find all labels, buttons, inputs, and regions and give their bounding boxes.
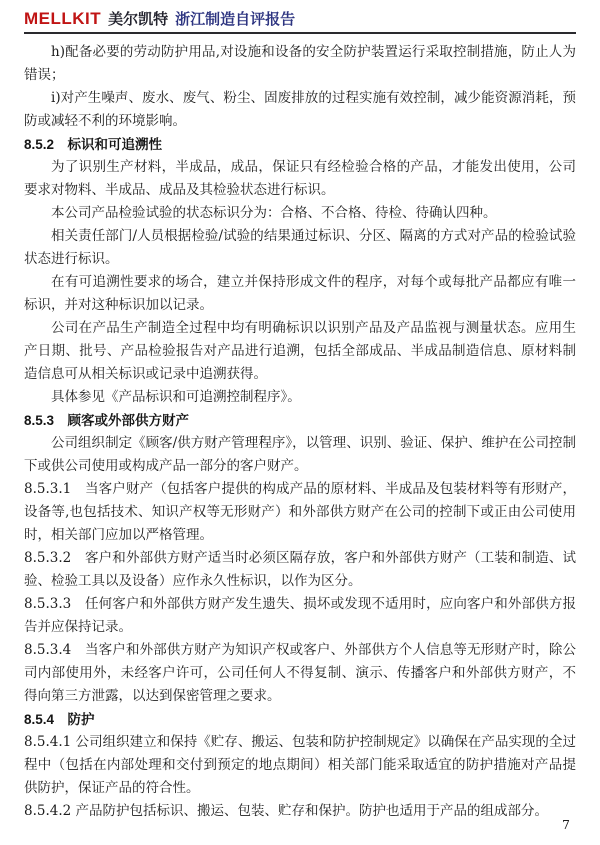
paragraph: 公司在产品生产制造全过程中均有明确标识以识别产品及产品监视与测量状态。应用生产日期、批号、产品检验报告对产品进行追溯，包括全部成品、半成品制造信息、原材料制造信息可从相关标识或记录中追溯获得。 — [24, 320, 576, 382]
header-title-company: 美尔凯特 — [108, 10, 169, 28]
section-heading-8-5-4: 8.5.4 防护 — [24, 712, 95, 727]
document-header — [24, 8, 576, 34]
paragraph-8-5-4-2: 8.5.4.2 产品防护包括标识、搬运、包装、贮存和保护。防护也适用于产品的组成部分。 — [24, 803, 549, 819]
section-heading-8-5-2: 8.5.2 标识和可追溯性 — [24, 137, 163, 152]
paragraph-8-5-3-3: 8.5.3.3 任何客户和外部供方财产发生遗失、损坏或发现不适用时，应向客户和外部供方报告并应保持记录。 — [24, 596, 576, 635]
paragraph: 为了识别生产材料，半成品，成品，保证只有经检验合格的产品，才能发出使用，公司要求对物料、半成品、成品及其检验状态进行标识。 — [24, 159, 576, 198]
page-number: 7 — [562, 817, 570, 832]
paragraph-item-i: i)对产生噪声、废水、废气、粉尘、固废排放的过程实施有效控制，减少能资源消耗，预防或减轻不利的环境影响。 — [24, 90, 576, 129]
paragraph: 公司组织制定《顾客/供方财产管理程序》，以管理、识别、验证、保护、维护在公司控制下或供公司使用或构成产品一部分的客户财产。 — [24, 435, 576, 474]
document-body — [24, 41, 576, 823]
section-heading-8-5-3: 8.5.3 顾客或外部供方财产 — [24, 413, 190, 428]
header-title-report: 浙江制造自评报告 — [175, 10, 296, 28]
paragraph: 相关责任部门/人员根据检验/试验的结果通过标识、分区、隔离的方式对产品的检验试验状态进行标识。 — [24, 228, 576, 267]
paragraph-8-5-3-4: 8.5.3.4 当客户和外部供方财产为知识产权或客户、外部供方个人信息等无形财产时，除公司内部使用外，未经客户许可，公司任何人不得复制、演示、传播客户和外部供方财产，不得向第三方泄露，以达到保密管理之要求。 — [24, 642, 576, 704]
paragraph-8-5-3-1: 8.5.3.1 当客户财产（包括客户提供的构成产品的原材料、半成品及包装材料等有形财产，设备等,也包括技术、知识产权等无形财产）和外部供方财产在公司的控制下或正由公司使用时，相关部门应加以严格管理。 — [24, 481, 576, 543]
paragraph-item-h: h)配备必要的劳动防护用品,对设施和设备的安全防护装置运行采取控制措施，防止人为错误； — [24, 44, 576, 83]
paragraph-8-5-3-2: 8.5.3.2 客户和外部供方财产适当时必须区隔存放，客户和外部供方财产（工装和制造、试验、检验工具以及设备）应作永久性标识，以作为区分。 — [24, 550, 576, 589]
paragraph: 具体参见《产品标识和可追溯控制程序》。 — [51, 389, 301, 405]
paragraph: 在有可追溯性要求的场合，建立并保持形成文件的程序，对每个或每批产品都应有唯一标识，并对这种标识加以记录。 — [24, 274, 576, 313]
paragraph: 本公司产品检验试验的状态标识分为：合格、不合格、待检、待确认四种。 — [51, 205, 497, 221]
paragraph-8-5-4-1: 8.5.4.1 公司组织建立和保持《贮存、搬运、包装和防护控制规定》以确保在产品实现的全过程中（包括在内部处理和交付到预定的地点期间）相关部门能采取适宜的防护措施对产品提供防护，保证产品的符合性。 — [24, 734, 576, 796]
brand-logo-text: MELLKIT — [24, 9, 102, 28]
